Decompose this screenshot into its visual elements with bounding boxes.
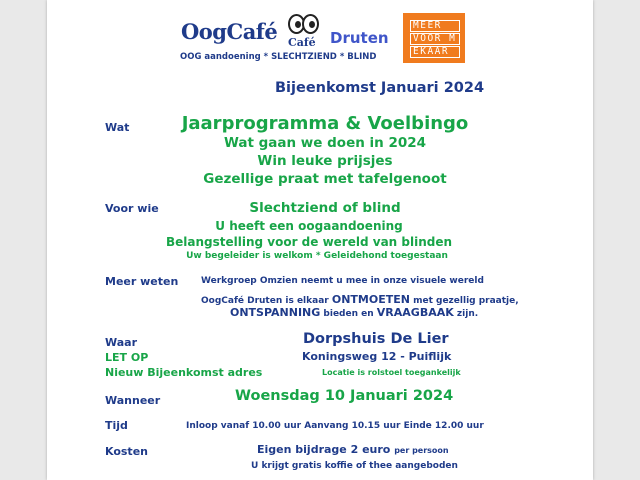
- let-op-label: LET OP: [105, 351, 149, 364]
- location-name: Dorpshuis De Lier: [303, 331, 449, 347]
- voor-wie-line-1: U heeft een oogaandoening: [215, 219, 403, 233]
- label-wat: Wat: [105, 121, 130, 134]
- kosten-amount: [257, 443, 449, 456]
- ontspanning-text: ONTSPANNING: [230, 306, 321, 319]
- meer-weten-line-1: Werkgroep Omzien neemt u mee in onze visuele wereld: [201, 276, 484, 286]
- eyes-icon: [288, 14, 318, 34]
- cafe-logo-text: Café: [288, 36, 316, 49]
- label-kosten: Kosten: [105, 445, 148, 458]
- logo-town: Druten: [330, 29, 389, 47]
- meer-weten-line-2-c: met gezellig praatje,: [409, 296, 519, 306]
- label-wanneer: Wanneer: [105, 394, 161, 407]
- label-tijd: Tijd: [105, 419, 128, 432]
- tijd-text: Inloop vanaf 10.00 uur Aanvang 10.15 uur Einde 12.00 uur: [186, 421, 484, 431]
- wat-headline: Jaarprogramma & Voelbingo: [181, 113, 469, 134]
- meer-weten-line-3-b: bieden en: [320, 309, 377, 319]
- meer-weten-line-3-d: zijn.: [453, 309, 479, 319]
- logo-line-2: VOOR M: [410, 33, 460, 45]
- wat-line-3: Gezellige praat met tafelgenoot: [203, 171, 447, 187]
- vraagbaak-text: VRAAGBAAK: [376, 306, 454, 319]
- oogcafe-logo-text: OogCafé: [181, 19, 278, 44]
- label-meer-weten: Meer weten: [105, 275, 179, 288]
- meer-weten-line-2-a: OogCafé Druten is elkaar: [201, 296, 332, 306]
- kosten-amount-text: Eigen bijdrage 2 euro: [257, 443, 391, 456]
- logo-line-3: EKAAR: [410, 46, 460, 58]
- wat-line-1: Wat gaan we doen in 2024: [223, 135, 427, 151]
- location-address: Koningsweg 12 - Puiflijk: [302, 350, 452, 363]
- voor-wie-headline: Slechtziend of blind: [249, 200, 401, 216]
- label-voor-wie: Voor wie: [105, 202, 159, 215]
- location-accessibility: Locatie is rolstoel toegankelijk: [322, 368, 461, 377]
- event-date: Woensdag 10 Januari 2024: [235, 388, 454, 404]
- kosten-per-persoon: per persoon: [394, 446, 449, 455]
- flyer-page: [47, 0, 593, 480]
- nieuw-adres-label: Nieuw Bijeenkomst adres: [105, 366, 263, 379]
- kosten-note: U krijgt gratis koffie of thee aangeboden: [251, 461, 458, 471]
- meer-weten-line-2: [201, 293, 519, 306]
- meer-weten-line-3: [230, 306, 478, 319]
- logo-tagline: OOG aandoening * SLECHTZIEND * BLIND: [180, 52, 377, 62]
- wat-line-2: Win leuke prijsjes: [257, 153, 393, 169]
- ontmoeten-text: ONTMOETEN: [331, 293, 410, 306]
- meer-voor-mekaar-logo: [403, 13, 465, 63]
- voor-wie-line-3: Uw begeleider is welkom * Geleidehond toegestaan: [186, 251, 448, 261]
- logo-line-1: MEER: [410, 20, 460, 32]
- voor-wie-line-2: Belangstelling voor de wereld van blinden: [165, 235, 453, 249]
- label-waar: Waar: [105, 336, 138, 349]
- page-title: Bijeenkomst Januari 2024: [275, 80, 485, 96]
